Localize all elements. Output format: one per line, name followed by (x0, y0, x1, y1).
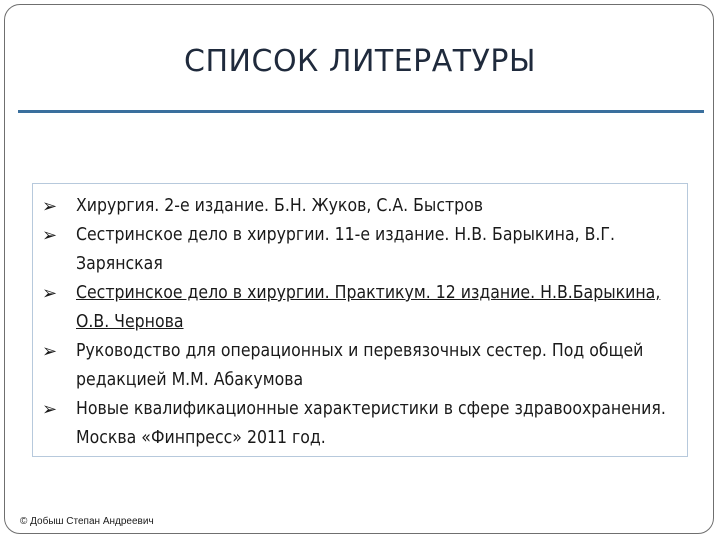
arrow-bullet-icon: ➢ (42, 225, 58, 246)
slide-title: СПИСОК ЛИТЕРАТУРЫ (184, 44, 536, 79)
footer-copyright: © Добыш Степан Андреевич (20, 516, 154, 527)
list-item-text: Сестринское дело в хирургии. 11-е издание. Н.В. Барыкина, В.Г. Зарянская (76, 225, 615, 274)
arrow-bullet-icon: ➢ (42, 283, 58, 304)
list-item (42, 221, 682, 279)
list-item (42, 279, 682, 337)
list-item (42, 192, 682, 221)
list-item (42, 337, 682, 395)
arrow-bullet-icon: ➢ (42, 341, 58, 362)
list-item-text: Хирургия. 2-е издание. Б.Н. Жуков, С.А. Быстров (76, 196, 484, 216)
list-item-text: Руководство для операционных и перевязочных сестер. Под общей редакцией М.М. Абакумова (76, 341, 644, 390)
arrow-bullet-icon: ➢ (42, 196, 58, 217)
list-item-text: Новые квалификационные характеристики в сфере здравоохранения. Москва «Финпресс» 2011 год. (76, 399, 666, 448)
list-item (42, 395, 682, 453)
list-item-text: Сестринское дело в хирургии. Практикум. 12 издание. Н.В.Барыкина, О.В. Чернова (76, 283, 661, 332)
bibliography-list (42, 192, 682, 453)
title-divider (18, 110, 704, 113)
arrow-bullet-icon: ➢ (42, 399, 58, 420)
